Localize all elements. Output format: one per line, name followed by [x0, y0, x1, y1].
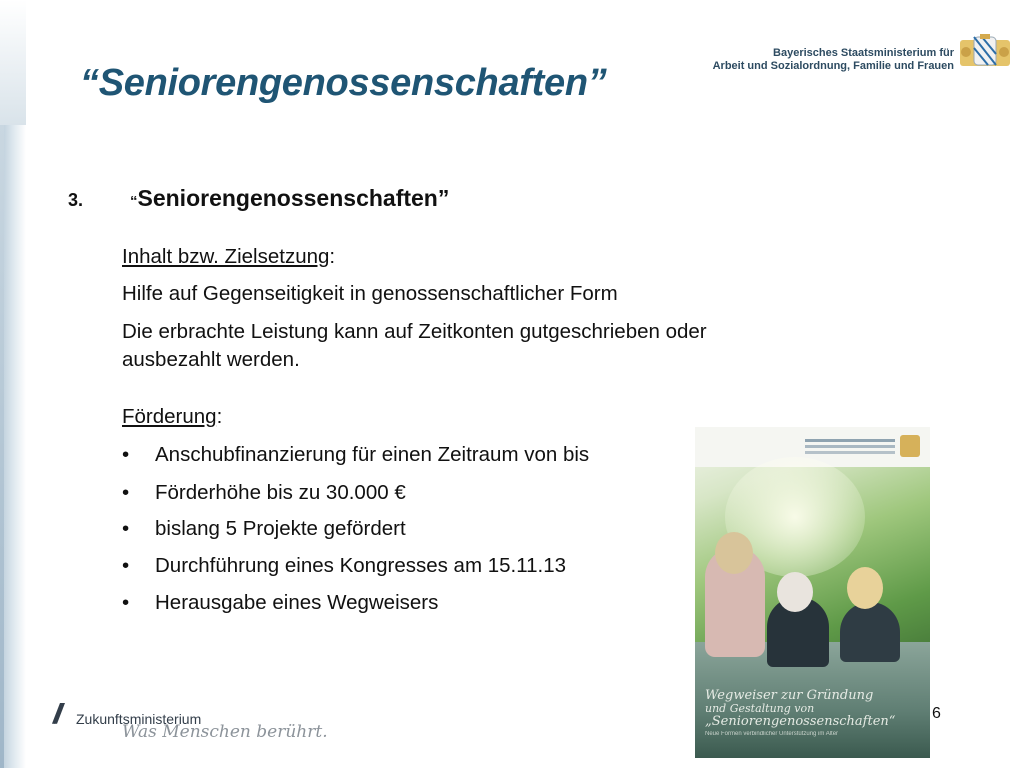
bullet-icon: •	[122, 591, 130, 614]
foerderung-label: Förderung	[122, 405, 217, 428]
section-number: 3.	[68, 190, 84, 210]
footer-tagline: Was Menschen berührt.	[122, 722, 328, 742]
bullet-icon: •	[122, 554, 130, 577]
page-number: 6	[932, 705, 941, 722]
inhalt-label: Inhalt bzw. Zielsetzung	[122, 245, 330, 268]
zukunftsministerium-logo-mark: //	[53, 698, 57, 729]
bullet-icon: •	[122, 443, 130, 466]
brochure-title-line-1: Wegweiser zur Gründung	[705, 688, 874, 703]
list-item	[122, 552, 566, 580]
brochure-crest-icon	[900, 435, 920, 457]
left-edge-stripe	[0, 125, 4, 768]
bavarian-coat-of-arms-icon	[958, 34, 1012, 68]
left-gradient-top	[0, 0, 26, 125]
slide-title: “Seniorengenossenschaften”	[80, 62, 607, 104]
ministry-line-1: Bayerisches Staatsministerium für	[773, 47, 954, 59]
zukunftsministerium-logo-name: Zukunftsministerium	[76, 711, 202, 727]
section-heading	[68, 185, 449, 212]
brochure-head-middle	[777, 572, 813, 612]
foerderung-colon: :	[216, 405, 223, 428]
inhalt-line-1: Hilfe auf Gegenseitigkeit in genossenschaftlicher Form	[122, 282, 618, 305]
section-open-quote: “	[130, 193, 138, 210]
brochure-cover-image	[695, 427, 930, 758]
ministry-line-2: Arbeit und Sozialordnung, Familie und Frauen	[712, 60, 954, 72]
brochure-title-line-3: „Seniorengenossenschaften“	[705, 714, 896, 729]
foerderung-label-line	[122, 403, 222, 431]
list-item	[122, 589, 438, 617]
bullet-text: Anschubfinanzierung für einen Zeitraum von bis	[155, 443, 590, 466]
ministry-name	[713, 47, 954, 73]
list-item	[122, 479, 406, 507]
list-item	[122, 441, 589, 469]
inhalt-line-2b: ausbezahlt werden.	[122, 348, 300, 371]
inhalt-label-line	[122, 243, 335, 271]
bullet-text: Herausgabe eines Wegweisers	[155, 591, 439, 614]
bullet-icon: •	[122, 517, 130, 540]
bullet-text: Durchführung eines Kongresses am 15.11.13	[155, 554, 567, 577]
brochure-subtitle: Neue Formen verbindlicher Unterstützung im Alter	[705, 731, 839, 737]
bullet-icon: •	[122, 481, 130, 504]
inhalt-line-2a: Die erbrachte Leistung kann auf Zeitkonten gutgeschrieben oder	[122, 320, 707, 343]
brochure-header-text-lines	[805, 439, 895, 442]
list-item	[122, 515, 406, 543]
inhalt-colon: :	[329, 245, 336, 268]
brochure-title	[705, 689, 920, 741]
bullet-text: bislang 5 Projekte gefördert	[155, 517, 406, 540]
section-title: Seniorengenossenschaften”	[137, 185, 450, 211]
bullet-text: Förderhöhe bis zu 30.000 €	[155, 481, 406, 504]
brochure-person-right	[840, 602, 900, 662]
brochure-head-right	[847, 567, 883, 609]
brochure-head-left	[715, 532, 753, 574]
brochure-title-line-2: und Gestaltung von	[705, 702, 815, 715]
